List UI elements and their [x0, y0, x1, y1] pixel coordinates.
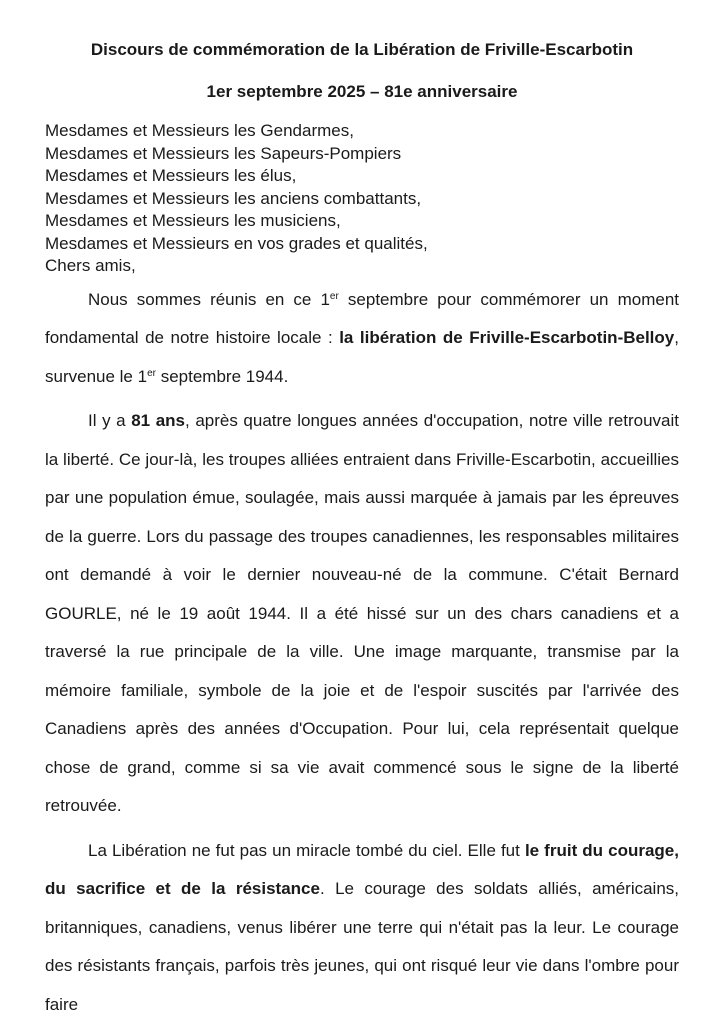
paragraph: [45, 832, 679, 1024]
bold-text: le fruit du courage, du sacrifice et de la résistance: [45, 840, 679, 898]
salutation-line: Mesdames et Messieurs en vos grades et qualités,: [45, 233, 428, 253]
body-text: , après quatre longues années d'occupation, notre ville retrouvait la liberté. Ce jour-là, les troupes alliées entraient dans Friville-Escarbotin, accueillies par une population émue, soulagée, mais aussi marquée à jamais par les épreuves de la guerre. Lors du passage des troupes canadiennes, les responsables militaires ont demandé à voir le dernier nouveau-né de la commune. C'était Bernard GOURLE, né le 19 août 1944. Il a été hissé sur un des chars canadiens et a traversé la rue principale de la ville. Une image marquante, transmise par la mémoire familiale, symbole de la joie et de l'espoir suscités par l'arrivée des Canadiens après des années d'Occupation. Pour lui, cela représentait quelque chose de grand, comme si sa vie avait commencé sous le signe de la liberté retrouvée.: [45, 411, 680, 815]
superscript-text: er: [329, 290, 339, 302]
salutation-line: Chers amis,: [45, 256, 136, 275]
salutation-line: Mesdames et Messieurs les anciens combattants,: [45, 188, 422, 208]
body-text: , survenue le 1: [45, 328, 679, 386]
bold-text: 81 ans: [131, 411, 186, 430]
body-text: Il y a: [88, 411, 132, 430]
body-text: Nous sommes réunis en ce 1: [88, 289, 330, 309]
document-subtitle: 1er septembre 2025 – 81e anniversaire: [206, 82, 518, 101]
salutation-line: Mesdames et Messieurs les élus,: [45, 166, 297, 185]
bold-text: la libération de Friville-Escarbotin-Belloy: [339, 328, 675, 347]
salutation-line: Mesdames et Messieurs les Gendarmes,: [45, 121, 354, 140]
document-title: Discours de commémoration de la Libération de Friville-Escarbotin: [90, 40, 634, 59]
body-text: La Libération ne fut pas un miracle tombé du ciel. Elle fut: [88, 840, 525, 860]
paragraph: [45, 281, 679, 397]
document-body: [45, 281, 679, 1024]
salutation-list: [45, 120, 679, 278]
salutation-line: Mesdames et Messieurs les Sapeurs-Pompiers: [45, 143, 402, 163]
salutation-line: Mesdames et Messieurs les musiciens,: [45, 211, 341, 230]
superscript-text: er: [147, 367, 156, 379]
body-text: septembre 1944.: [155, 366, 289, 386]
body-text: . Le courage des soldats alliés, américains, britanniques, canadiens, venus libérer une terre qui n'était pas la leur. Le courage des résistants français, parfois très jeunes, qui ont risqué leur vie dans l'ombre pour faire: [45, 879, 680, 1014]
paragraph: [45, 402, 679, 826]
body-text: septembre pour commémorer un moment fondamental de notre histoire locale :: [45, 289, 679, 347]
